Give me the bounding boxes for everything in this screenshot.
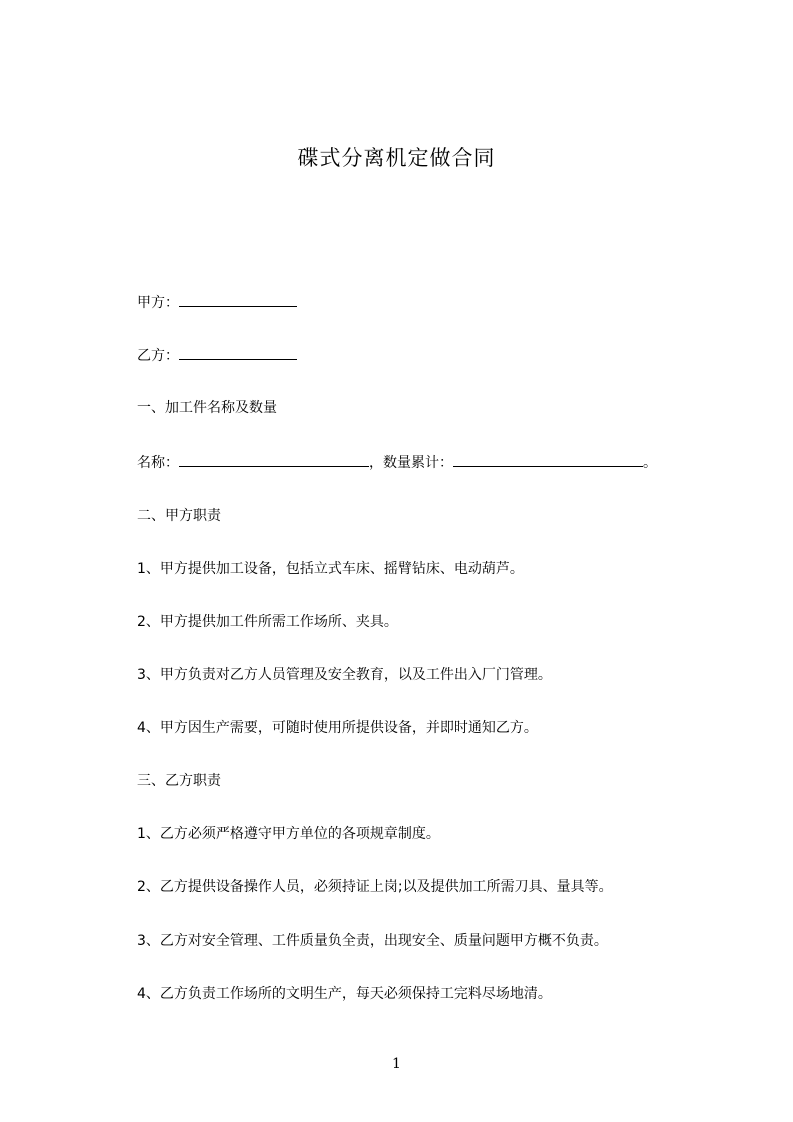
name-count-line bbox=[137, 452, 657, 473]
section3-item-4: 4、乙方负责工作场所的文明生产，每天必须保持工完料尽场地清。 bbox=[137, 986, 552, 1002]
document-title: 碟式分离机定做合同 bbox=[297, 146, 496, 170]
party-a-line bbox=[137, 292, 297, 313]
party-a-blank bbox=[179, 292, 297, 307]
section2-heading: 二、甲方职责 bbox=[137, 508, 221, 524]
name-blank bbox=[179, 452, 369, 467]
party-b-blank bbox=[179, 345, 297, 360]
count-label: ，数量累计： bbox=[369, 455, 453, 471]
party-b-label: 乙方： bbox=[137, 348, 179, 364]
section3-item-3: 3、乙方对安全管理、工件质量负全责，出现安全、质量问题甲方概不负责。 bbox=[137, 933, 608, 949]
section3-heading: 三、乙方职责 bbox=[137, 773, 221, 789]
section2-item-1: 1、甲方提供加工设备，包括立式车床、摇臂钻床、电动葫芦。 bbox=[137, 561, 524, 577]
section2-item-3: 3、甲方负责对乙方人员管理及安全教育，以及工件出入厂门管理。 bbox=[137, 667, 552, 683]
party-a-label: 甲方： bbox=[137, 295, 179, 311]
section1-heading: 一、加工件名称及数量 bbox=[137, 400, 277, 416]
end-mark: 。 bbox=[643, 455, 657, 471]
section3-item-1: 1、乙方必须严格遵守甲方单位的各项规章制度。 bbox=[137, 826, 440, 842]
page-number: 1 bbox=[392, 1056, 401, 1072]
count-blank bbox=[453, 452, 643, 467]
section2-item-4: 4、甲方因生产需要，可随时使用所提供设备，并即时通知乙方。 bbox=[137, 720, 538, 736]
section3-item-2: 2、乙方提供设备操作人员，必须持证上岗;以及提供加工所需刀具、量具等。 bbox=[137, 879, 613, 895]
section2-item-2: 2、甲方提供加工件所需工作场所、夹具。 bbox=[137, 614, 398, 630]
name-label: 名称： bbox=[137, 455, 179, 471]
party-b-line bbox=[137, 345, 297, 366]
